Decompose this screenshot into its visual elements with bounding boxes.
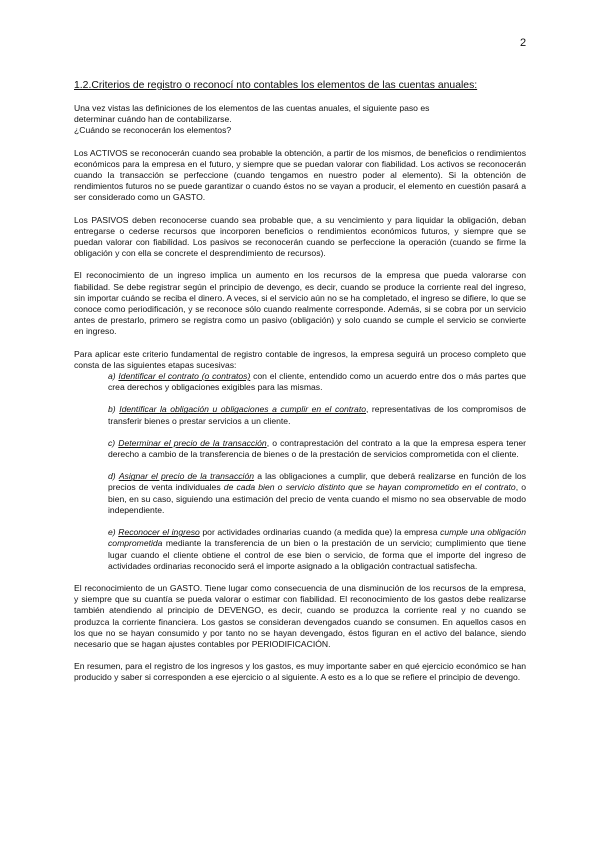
step-letter: d) bbox=[108, 471, 116, 482]
step-text: por actividades ordinarias cuando (a medida que) la empresa bbox=[202, 527, 438, 538]
step-text: mediante la transferencia de un bien o la prestación de un servicio; cumplimiento que tiene lugar cuando el cliente obtiene el control de ese bien o servicio, de forma que el importe del ingreso de actividades ordinarias reconocido será el importe asignado a la obligación contractual satisfecha. bbox=[108, 538, 527, 571]
section-heading: 1.2.Criterios de registro o reconocí nto contables los elementos de las cuentas anuales: bbox=[74, 80, 478, 91]
step-title: Identificar la obligación u obligaciones a cumplir en el contrato bbox=[119, 404, 366, 415]
paragraph-ingreso: El reconocimiento de un ingreso implica un aumento en los recursos de la empresa que pueda valorarse con fiabilidad. Se debe registrar según el principio de devengo, es decir, cuando se produce la corriente real del ingreso, sin importar cuándo se reciba el dinero. A veces, si el servicio aún no se ha completado, el ingreso se difiere, lo que se conoce como periodificación, y se reconoce sólo cuando realmente corresponde. Además, si se cobra por un servicio antes de prestarlo, primero se registra como un pasivo (obligación) y solo cuando se cumple el servicio se convierte en ingreso. bbox=[74, 270, 526, 337]
step-text: , o contraprestación del contrato a la que la empresa espera tener derecho a cambio de la transferencia de bienes o de la prestación de servicios comprometida con el cliente. bbox=[108, 437, 527, 460]
paragraph-gasto: El reconocimiento de un GASTO. Tiene lugar como consecuencia de una disminución de los recursos de la empresa, y siempre que su cuantía se pueda valorar o estimar con fiabilidad. El reconocimiento de los gastos debe realizarse también atendiendo al principio de DEVENGO, es decir, cuando se produzca la corriente real y no cuando se produzca la corriente financiera. Los gastos se consideran devengados cuando se consumen. En aquellos casos en los que no se hayan consumido y por tanto no se hayan devengado, éstos figuran en el activo del balance, siendo necesario que se hagan ajustes contables por PERIODIFICACIÓN. bbox=[74, 582, 526, 649]
paragraph-resumen: En resumen, para el registro de los ingresos y los gastos, es muy importante saber en qué ejercicio económico se han producido y saber si corresponden a ese ejercicio o al siguiente. A esto es a lo que se refiere el principio de devengo. bbox=[74, 661, 526, 683]
intro-block bbox=[74, 103, 526, 137]
step-a bbox=[74, 371, 526, 393]
intro-line: determinar cuándo han de contabilizarse. bbox=[74, 114, 232, 125]
step-letter: e) bbox=[108, 527, 116, 538]
page-number: 2 bbox=[520, 37, 527, 49]
step-text: a las obligaciones a cumplir, que deberá realizarse en función de los precios de venta individuales bbox=[108, 471, 526, 493]
step-title: Identificar el contrato (o contratos) bbox=[118, 371, 251, 382]
step-e bbox=[74, 527, 526, 572]
intro-question: ¿Cuándo se reconocerán los elementos? bbox=[74, 125, 232, 136]
step-letter: c) bbox=[108, 437, 116, 448]
step-d bbox=[74, 471, 526, 516]
step-letter: a) bbox=[108, 371, 116, 382]
step-title: Asignar el precio de la transacción bbox=[118, 471, 255, 482]
step-c bbox=[74, 438, 526, 460]
step-text-italic: de cada bien o servicio distinto que se hayan comprometido en el contrato bbox=[223, 482, 516, 493]
intro-line: Una vez vistas las definiciones de los elementos de las cuentas anuales, el siguiente paso es bbox=[74, 103, 430, 113]
step-letter: b) bbox=[108, 404, 116, 415]
step-title: Determinar el precio de la transacción bbox=[118, 437, 267, 448]
step-b bbox=[74, 404, 526, 426]
step-text: con el cliente, entendido como un acuerdo entre dos o más partes que crea derechos y obligaciones exigibles para las mismas. bbox=[108, 371, 527, 393]
steps-list bbox=[74, 371, 526, 572]
step-text-italic: cumple una obligación comprometida bbox=[108, 527, 526, 549]
paragraph-pasivos: Los PASIVOS deben reconocerse cuando sea probable que, a su vencimiento y para liquidar la obligación, deban entregarse o cederse recursos que incorporen beneficios o rendimientos económicos futuros, y siempre que se puedan valorar con fiabilidad. Los pasivos se reconocerán cuando se perfeccione la operación (cuando se firme la obligación y con ella se concrete el desprendimiento de recursos). bbox=[74, 214, 526, 259]
document-body bbox=[74, 80, 526, 695]
step-text: , o bien, en su caso, siguiendo una estimación del precio de venta cuando el mismo no sea observable de modo independiente. bbox=[108, 482, 527, 515]
step-text: , representativas de los compromisos de transferir bienes o prestar servicios a un cliente. bbox=[108, 404, 527, 426]
step-title: Reconocer el ingreso bbox=[118, 527, 200, 538]
paragraph-activos: Los ACTIVOS se reconocerán cuando sea probable la obtención, a partir de los mismos, de beneficios o rendimientos económicos para la empresa en el futuro, y siempre que se puedan valorar con fiabilidad. Los activos se reconocerán cuando la transacción se perfeccione (cuando tengamos en nuestro poder al elemento). Si la obtención de rendimientos futuros no se puede garantizar o cuando éstos no se vayan a producir, el elemento en cuestión pasará a ser considerado como un GASTO. bbox=[74, 147, 526, 203]
paragraph-criterio-intro: Para aplicar este criterio fundamental de registro contable de ingresos, la empresa seguirá un proceso completo que consta de las siguientes etapas sucesivas: bbox=[74, 348, 526, 370]
